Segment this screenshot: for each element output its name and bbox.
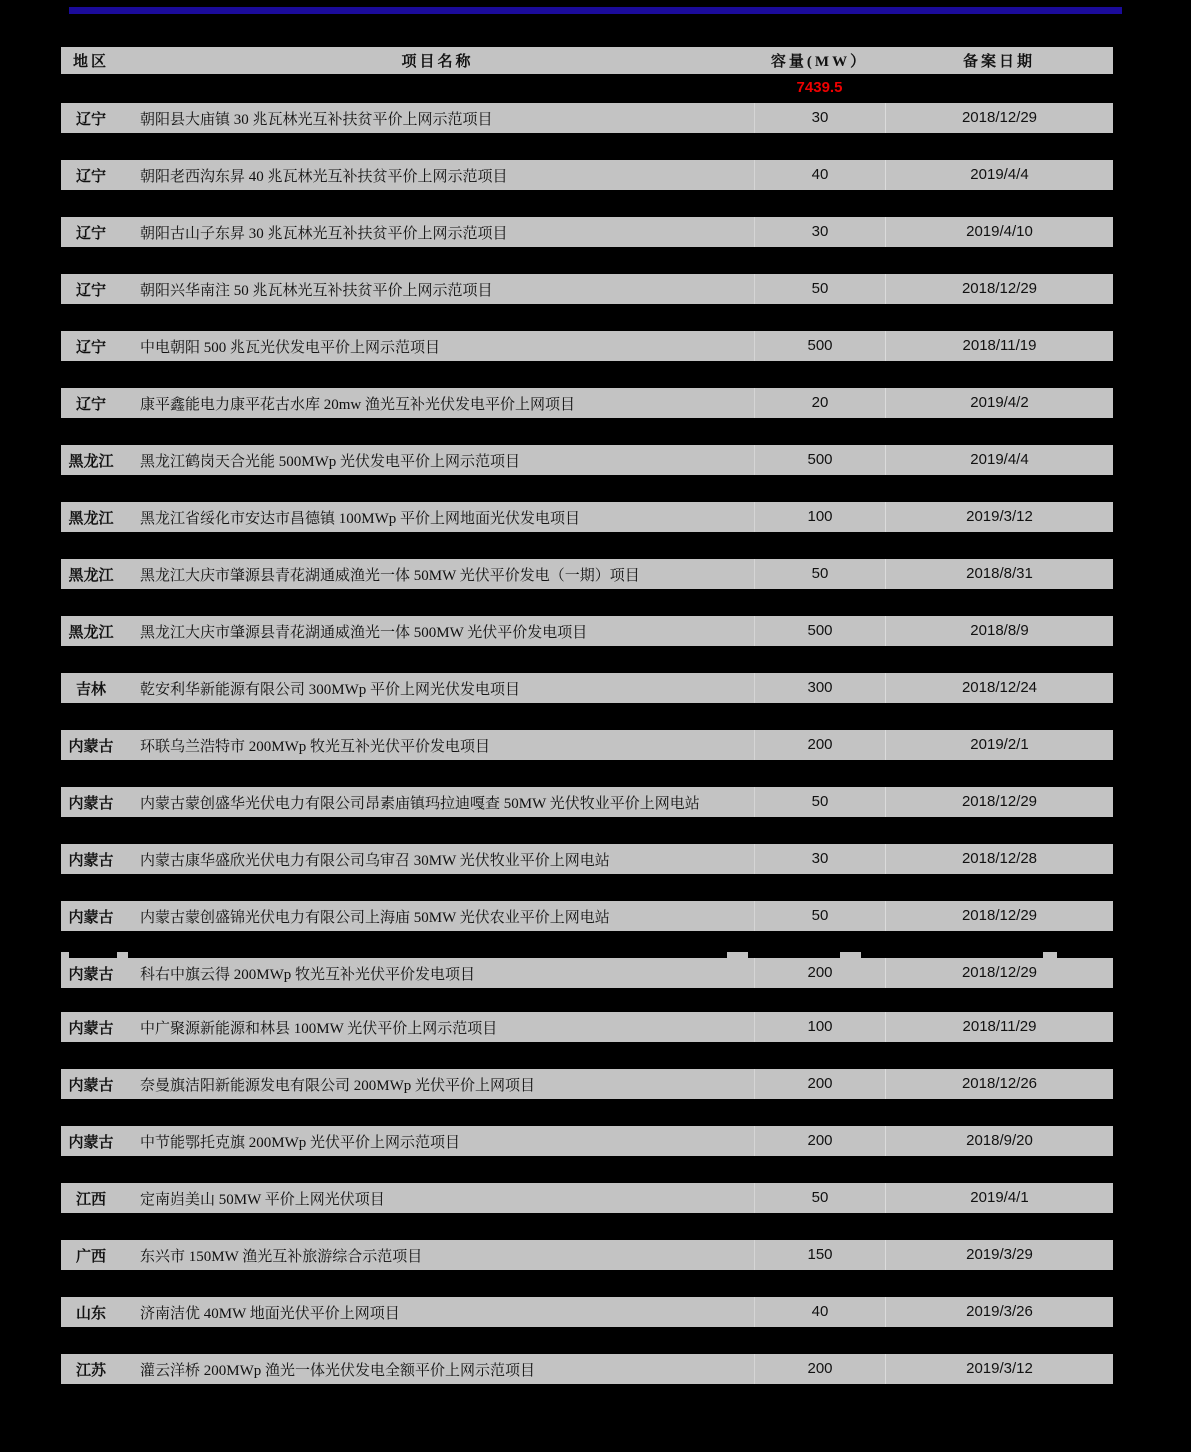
top-accent-bar (69, 7, 1122, 14)
project-name-cell: 灌云洋桥 200MWp 渔光一体光伏发电全额平价上网示范项目 (140, 1362, 535, 1379)
artifact-notch (1043, 952, 1057, 958)
table-row (61, 730, 1113, 760)
table-row (61, 1012, 1113, 1042)
filing-date-cell: 2019/4/2 (885, 388, 1113, 418)
table-row (61, 103, 1113, 133)
filing-date-cell: 2018/8/31 (885, 559, 1113, 589)
filing-date-cell: 2019/4/4 (885, 445, 1113, 475)
project-name-cell: 朝阳兴华南注 50 兆瓦林光互补扶贫平价上网示范项目 (140, 282, 493, 299)
table-row (61, 559, 1113, 589)
project-name-cell: 黑龙江大庆市肇源县青花湖通威渔光一体 50MW 光伏平价发电（一期）项目 (140, 567, 640, 584)
capacity-cell: 200 (754, 1069, 885, 1099)
region-cell: 内蒙古 (68, 966, 114, 983)
capacity-cell: 30 (754, 217, 885, 247)
artifact-notch (61, 952, 69, 958)
capacity-cell: 50 (754, 559, 885, 589)
total-capacity-value: 7439.5 (796, 79, 843, 96)
project-name-cell: 环联乌兰浩特市 200MWp 牧光互补光伏平价发电项目 (140, 738, 490, 755)
region-cell: 内蒙古 (68, 738, 114, 755)
project-name-cell: 定南岿美山 50MW 平价上网光伏项目 (140, 1191, 385, 1208)
project-name-cell: 黑龙江鹤岗天合光能 500MWp 光伏发电平价上网示范项目 (140, 453, 520, 470)
project-name-cell: 黑龙江省绥化市安达市昌德镇 100MWp 平价上网地面光伏发电项目 (140, 510, 580, 527)
capacity-cell: 200 (754, 958, 885, 988)
table-row (61, 1126, 1113, 1156)
project-name-cell: 朝阳老西沟东昇 40 兆瓦林光互补扶贫平价上网示范项目 (140, 168, 508, 185)
capacity-cell: 40 (754, 160, 885, 190)
filing-date-cell: 2018/12/29 (885, 901, 1113, 931)
capacity-cell: 500 (754, 445, 885, 475)
region-cell: 内蒙古 (68, 1020, 114, 1037)
region-cell: 吉林 (75, 681, 106, 698)
capacity-cell: 500 (754, 616, 885, 646)
project-name-cell: 朝阳古山子东昇 30 兆瓦林光互补扶贫平价上网示范项目 (140, 225, 508, 242)
table-row (61, 388, 1113, 418)
capacity-cell: 300 (754, 673, 885, 703)
capacity-cell: 200 (754, 1126, 885, 1156)
project-name-cell: 科右中旗云得 200MWp 牧光互补光伏平价发电项目 (140, 966, 475, 983)
project-name-cell: 内蒙古康华盛欣光伏电力有限公司乌审召 30MW 光伏牧业平价上网电站 (140, 852, 610, 869)
region-cell: 黑龙江 (68, 567, 114, 584)
table-row (61, 502, 1113, 532)
region-cell: 山东 (75, 1305, 106, 1322)
table-row (61, 844, 1113, 874)
table-row (61, 160, 1113, 190)
table-header (61, 47, 1113, 74)
project-name-cell: 乾安利华新能源有限公司 300MWp 平价上网光伏发电项目 (140, 681, 520, 698)
project-name-cell: 朝阳县大庙镇 30 兆瓦林光互补扶贫平价上网示范项目 (140, 111, 493, 128)
region-cell: 内蒙古 (68, 1134, 114, 1151)
artifact-notch (117, 952, 128, 958)
header-region: 地区 (72, 54, 109, 70)
table-row (61, 274, 1113, 304)
region-cell: 辽宁 (75, 339, 106, 356)
filing-date-cell: 2018/12/29 (885, 787, 1113, 817)
region-cell: 辽宁 (75, 111, 106, 128)
artifact-notch (840, 952, 861, 958)
table-row (61, 445, 1113, 475)
filing-date-cell: 2019/3/12 (885, 502, 1113, 532)
filing-date-cell: 2019/3/12 (885, 1354, 1113, 1384)
filing-date-cell: 2018/9/20 (885, 1126, 1113, 1156)
region-cell: 辽宁 (75, 225, 106, 242)
filing-date-cell: 2018/12/28 (885, 844, 1113, 874)
region-cell: 黑龙江 (68, 453, 114, 470)
filing-date-cell: 2019/4/1 (885, 1183, 1113, 1213)
region-cell: 江苏 (75, 1362, 106, 1379)
project-name-cell: 中电朝阳 500 兆瓦光伏发电平价上网示范项目 (140, 339, 441, 356)
region-cell: 辽宁 (75, 396, 106, 413)
project-name-cell: 中节能鄂托克旗 200MWp 光伏平价上网示范项目 (140, 1134, 460, 1151)
region-cell: 辽宁 (75, 282, 106, 299)
table-row (61, 217, 1113, 247)
region-cell: 内蒙古 (68, 795, 114, 812)
table-row (61, 673, 1113, 703)
header-filing-date: 备案日期 (962, 54, 1035, 70)
table-row (61, 901, 1113, 931)
project-name-cell: 黑龙江大庆市肇源县青花湖通威渔光一体 500MW 光伏平价发电项目 (140, 624, 588, 641)
capacity-cell: 50 (754, 274, 885, 304)
filing-date-cell: 2019/4/4 (885, 160, 1113, 190)
filing-date-cell: 2018/12/29 (885, 958, 1113, 988)
region-cell: 内蒙古 (68, 909, 114, 926)
filing-date-cell: 2019/2/1 (885, 730, 1113, 760)
capacity-cell: 200 (754, 1354, 885, 1384)
artifact-notch (727, 952, 748, 958)
capacity-cell: 20 (754, 388, 885, 418)
region-cell: 广西 (75, 1248, 106, 1265)
project-name-cell: 奈曼旗洁阳新能源发电有限公司 200MWp 光伏平价上网项目 (140, 1077, 535, 1094)
capacity-cell: 50 (754, 1183, 885, 1213)
table-row (61, 958, 1113, 988)
capacity-cell: 150 (754, 1240, 885, 1270)
filing-date-cell: 2018/11/29 (885, 1012, 1113, 1042)
project-name-cell: 内蒙古蒙创盛华光伏电力有限公司昂素庙镇玛拉迪嘎查 50MW 光伏牧业平价上网电站 (140, 795, 700, 812)
capacity-cell: 30 (754, 103, 885, 133)
filing-date-cell: 2019/3/29 (885, 1240, 1113, 1270)
capacity-cell: 30 (754, 844, 885, 874)
project-name-cell: 中广聚源新能源和林县 100MW 光伏平价上网示范项目 (140, 1020, 498, 1037)
filing-date-cell: 2019/4/10 (885, 217, 1113, 247)
project-name-cell: 东兴市 150MW 渔光互补旅游综合示范项目 (140, 1248, 423, 1265)
table-row (61, 1354, 1113, 1384)
capacity-cell: 100 (754, 1012, 885, 1042)
capacity-cell: 100 (754, 502, 885, 532)
capacity-cell: 40 (754, 1297, 885, 1327)
table-row (61, 1297, 1113, 1327)
capacity-cell: 50 (754, 901, 885, 931)
filing-date-cell: 2018/12/24 (885, 673, 1113, 703)
capacity-cell: 500 (754, 331, 885, 361)
table-row (61, 1183, 1113, 1213)
header-capacity: 容量(MW） (770, 54, 869, 70)
table-row (61, 331, 1113, 361)
project-name-cell: 康平鑫能电力康平花古水库 20mw 渔光互补光伏发电平价上网项目 (140, 396, 576, 413)
region-cell: 辽宁 (75, 168, 106, 185)
project-name-cell: 内蒙古蒙创盛锦光伏电力有限公司上海庙 50MW 光伏农业平价上网电站 (140, 909, 610, 926)
filing-date-cell: 2019/3/26 (885, 1297, 1113, 1327)
table-row (61, 1069, 1113, 1099)
region-cell: 内蒙古 (68, 852, 114, 869)
region-cell: 黑龙江 (68, 624, 114, 641)
project-name-cell: 济南洁优 40MW 地面光伏平价上网项目 (140, 1305, 400, 1322)
filing-date-cell: 2018/12/29 (885, 274, 1113, 304)
table-row (61, 1240, 1113, 1270)
filing-date-cell: 2018/11/19 (885, 331, 1113, 361)
filing-date-cell: 2018/12/29 (885, 103, 1113, 133)
header-project-name: 项目名称 (401, 54, 474, 70)
filing-date-cell: 2018/12/26 (885, 1069, 1113, 1099)
table-row (61, 616, 1113, 646)
capacity-cell: 200 (754, 730, 885, 760)
region-cell: 黑龙江 (68, 510, 114, 527)
region-cell: 江西 (75, 1191, 106, 1208)
region-cell: 内蒙古 (68, 1077, 114, 1094)
table-row (61, 787, 1113, 817)
filing-date-cell: 2018/8/9 (885, 616, 1113, 646)
capacity-cell: 50 (754, 787, 885, 817)
